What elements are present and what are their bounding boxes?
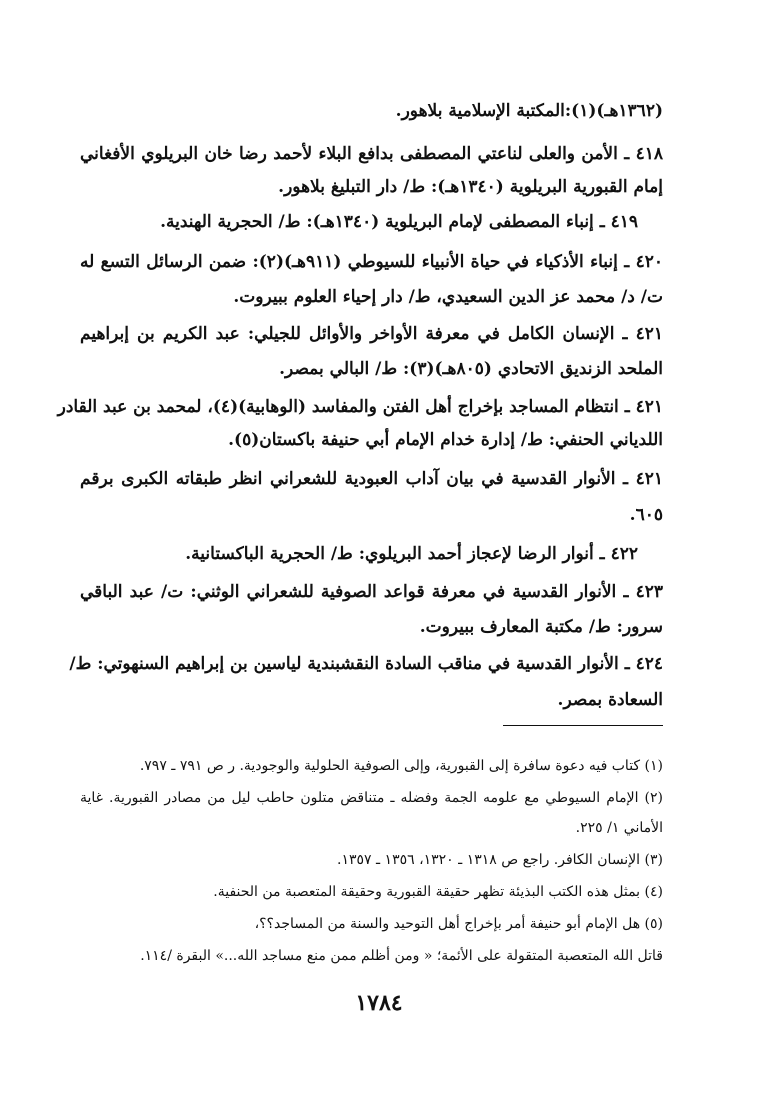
entry-418-line-1: ٤١٨ ـ الأمن والعلى لناعتي المصطفى بدافع البلاء لأحمد رضا خان البريلوي الأفغاني (80, 144, 663, 164)
entry-421a-line-1: ٤٢١ ـ الإنسان الكامل في معرفة الأواخر والأوائل للجيلي: عبد الكريم بن إبراهيم (80, 324, 663, 344)
footnote-2-line-2: الأماني ١/ ٢٢٥. (575, 820, 663, 836)
entry-424-line-2: السعادة بمصر. (557, 690, 663, 710)
page-number: ١٧٨٤ (355, 990, 403, 1016)
footnote-5-line-1: (٥) هل الإمام أبو حنيفة أمر بإخراج أهل التوحيد والسنة من المساجد؟؟، (254, 916, 663, 932)
footnote-1: (١) كتاب فيه دعوة سافرة إلى القبورية، وإلى الصوفية الحلولية والوجودية. ر ص ٧٩١ ـ ٧٩٧. (139, 758, 663, 774)
entry-421b-line-2: اللدياني الحنفي: ط/ إدارة خدام الإمام أبي حنيفة باكستان(٥). (228, 430, 663, 450)
entry-423-line-1: ٤٢٣ ـ الأنوار القدسية في معرفة قواعد الصوفية للشعراني الوثني: ت/ عبد الباقي (80, 582, 663, 602)
entry-continuation-line: (١٣٦٢هـ)(١):المكتبة الإسلامية بلاهور. (395, 101, 663, 121)
entry-419: ٤١٩ ـ إنباء المصطفى لإمام البريلوية (١٣٤٠هـ): ط/ الحجرية الهندية. (160, 212, 638, 232)
entry-421c-line-2: ٦٠٥. (629, 505, 663, 525)
entry-418-line-2: إمام القبورية البريلوية (١٣٤٠هـ): ط/ دار التبليغ بلاهور. (278, 177, 663, 197)
footnote-separator (503, 725, 663, 726)
entry-420-line-2: ت/ د/ محمد عز الدين السعيدي، ط/ دار إحياء العلوم ببيروت. (233, 287, 663, 307)
entry-420-line-1: ٤٢٠ ـ إنباء الأذكياء في حياة الأنبياء للسيوطي (٩١١هـ)(٢): ضمن الرسائل التسع له (80, 252, 663, 272)
entry-422: ٤٢٢ ـ أنوار الرضا لإعجاز أحمد البريلوي: ط/ الحجرية الباكستانية. (185, 544, 638, 564)
entry-423-line-2: سرور: ط/ مكتبة المعارف ببيروت. (419, 617, 663, 637)
entry-421a-line-2: الملحد الزنديق الاتحادي (٨٠٥هـ)(٣): ط/ البالي بمصر. (279, 359, 663, 379)
footnote-4: (٤) بمثل هذه الكتب البذيئة تظهر حقيقة القبورية وحقيقة المتعصبة من الحنفية. (213, 884, 663, 900)
footnote-2-line-1: (٢) الإمام السيوطي مع علومه الجمة وفضله ـ متناقض متلون حاطب ليل من مصادر القبورية. غاية (80, 790, 663, 806)
entry-424-line-1: ٤٢٤ ـ الأنوار القدسية في مناقب السادة النقشبندية لياسين بن إبراهيم السنهوتي: ط/ (69, 654, 663, 674)
footnote-3: (٣) الإنسان الكافر. راجع ص ١٣١٨ ـ ١٣٢٠، ١٣٥٦ ـ ١٣٥٧. (337, 852, 663, 868)
entry-421c-line-1: ٤٢١ ـ الأنوار القدسية في بيان آداب العبودية للشعراني انظر طبقاته الكبرى برقم (80, 469, 663, 489)
entry-421b-line-1: ٤٢١ ـ انتظام المساجد بإخراج أهل الفتن والمفاسد (الوهابية)(٤)، لمحمد بن عبد القادر (57, 397, 663, 417)
footnote-5-line-2: قاتل الله المتعصبة المتقولة على الأئمة؛ « ومن أظلم ممن منع مساجد الله...» البقرة /١١٤. (140, 948, 663, 964)
